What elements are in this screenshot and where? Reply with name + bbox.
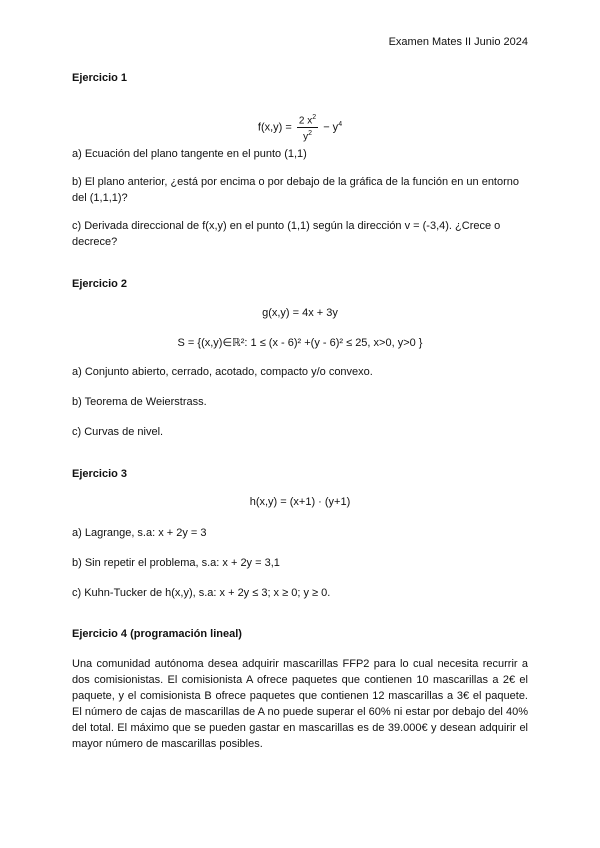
rest-exponent: 4 [338,121,343,129]
exercise-1-part-b: b) El plano anterior, ¿está por encima o por debajo de la gráfica de la función en un entorno del (1,1,1)? [72,176,520,204]
exercise-3-part-b: b) Sin repetir el problema, s.a: x + 2y = 3,1 [72,557,280,569]
exercise-3-function: h(x,y) = (x+1) · (y+1) [249,496,351,508]
exercise-3-title: Ejercicio 3 [72,468,128,480]
exercise-4-title: Ejercicio 4 (programación lineal) [72,628,242,640]
formula-denominator: y [303,131,309,143]
exercise-3-part-a: a) Lagrange, s.a: x + 2y = 3 [72,527,207,539]
exercise-2-set: S = {(x,y)∈ℝ²: 1 ≤ (x - 6)² +(y - 6)² ≤ 25, x>0, y>0 } [177,337,423,349]
exercise-2-part-b: b) Teorema de Weierstrass. [72,396,207,408]
exercise-2-part-a: a) Conjunto abierto, cerrado, acotado, compacto y/o convexo. [72,366,373,378]
formula-lhs: f(x,y) = [257,121,295,134]
exercise-1-title: Ejercicio 1 [72,72,128,84]
exercise-2-part-c: c) Curvas de nivel. [72,426,164,438]
exercise-1-formula [0,112,600,144]
exercise-2-function: g(x,y) = 4x + 3y [262,307,338,319]
formula-numerator: 2 x [298,115,313,127]
formula-fraction [297,112,318,144]
denominator-exponent: 2 [308,130,312,138]
exercise-2-title: Ejercicio 2 [72,278,128,290]
exercise-1-part-c: c) Derivada direccional de f(x,y) en el punto (1,1) según la dirección v = (-3,4). ¿Crece o decrece? [72,220,501,248]
exercise-1-part-a: a) Ecuación del plano tangente en el punto (1,1) [72,148,307,160]
formula-rest: − y [320,121,339,134]
numerator-exponent: 2 [312,114,317,121]
exercise-3-part-c: c) Kuhn-Tucker de h(x,y), s.a: x + 2y ≤ 3; x ≥ 0; y ≥ 0. [72,587,331,599]
document-header: Examen Mates II Junio 2024 [388,36,528,48]
exercise-4-statement: Una comunidad autónoma desea adquirir mascarillas FFP2 para lo cual necesita recurrir a dos comisionistas. El comisionista A ofrece paquetes que contienen 10 mascarillas a 2€ el paquete, y el comisionista B ofrece paquetes que contienen 12 mascarillas a 3€ el paquete. El número de cajas de mascarillas de A no puede superar el 60% ni estar por debajo del 40% del total. El máximo que se pueden gastar en mascarillas es de 39.000€ y desean adquirir el mayor número de mascarillas posibles. [72,658,528,750]
